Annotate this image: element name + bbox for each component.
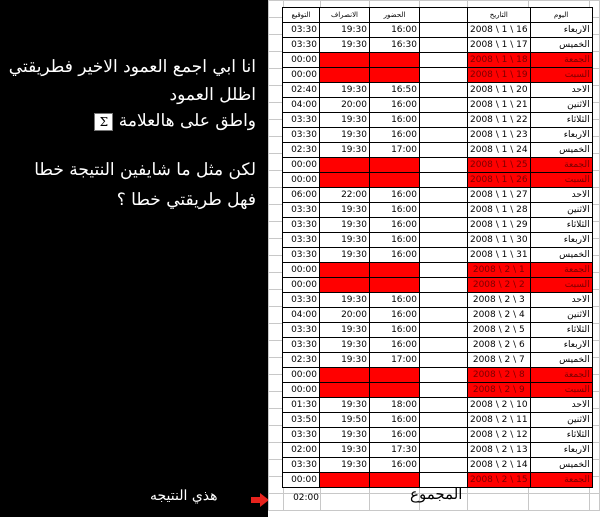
cell-attend[interactable]: 16:00 bbox=[370, 203, 420, 218]
cell-leave[interactable]: 19:30 bbox=[320, 113, 370, 128]
cell-spacer[interactable] bbox=[420, 98, 468, 113]
cell-spacer[interactable] bbox=[420, 263, 468, 278]
table-row bbox=[283, 113, 593, 128]
cell-date[interactable]: 2008 \ 1 \ 26 bbox=[468, 173, 531, 188]
cell-attend[interactable]: 16:00 bbox=[370, 188, 420, 203]
cell-attend[interactable]: 16:00 bbox=[370, 428, 420, 443]
instruction-line-3 bbox=[90, 111, 256, 131]
cell-sign[interactable]: 03:50 bbox=[283, 413, 320, 428]
cell-leave[interactable]: 19:30 bbox=[320, 398, 370, 413]
cell-sign[interactable]: 03:30 bbox=[283, 128, 320, 143]
cell-sign[interactable]: 02:30 bbox=[283, 353, 320, 368]
cell-attend[interactable] bbox=[370, 158, 420, 173]
table-row bbox=[283, 158, 593, 173]
cell-date[interactable]: 2008 \ 2 \ 1 bbox=[468, 263, 531, 278]
cell-leave[interactable]: 19:30 bbox=[320, 38, 370, 53]
cell-sign[interactable]: 04:00 bbox=[283, 98, 320, 113]
cell-attend[interactable]: 16:00 bbox=[370, 113, 420, 128]
cell-sign[interactable]: 03:30 bbox=[283, 248, 320, 263]
cell-attend[interactable] bbox=[370, 173, 420, 188]
cell-leave[interactable]: 20:00 bbox=[320, 98, 370, 113]
cell-date[interactable]: 2008 \ 1 \ 18 bbox=[468, 53, 531, 68]
cell-leave[interactable]: 19:30 bbox=[320, 443, 370, 458]
cell-attend[interactable]: 16:00 bbox=[370, 248, 420, 263]
cell-spacer[interactable] bbox=[420, 173, 468, 188]
cell-attend[interactable]: 16:50 bbox=[370, 83, 420, 98]
cell-spacer[interactable] bbox=[420, 143, 468, 158]
cell-leave[interactable]: 22:00 bbox=[320, 188, 370, 203]
cell-sign[interactable]: 06:00 bbox=[283, 188, 320, 203]
table-row bbox=[283, 143, 593, 158]
cell-attend[interactable]: 16:00 bbox=[370, 458, 420, 473]
table-row bbox=[283, 308, 593, 323]
cell-leave[interactable] bbox=[320, 158, 370, 173]
cell-sign[interactable]: 03:30 bbox=[283, 113, 320, 128]
cell-sign[interactable]: 03:30 bbox=[283, 23, 320, 38]
cell-sign[interactable]: 00:00 bbox=[283, 263, 320, 278]
instruction-line-3-text: واطق على هالعلامة bbox=[118, 111, 256, 131]
header-row bbox=[283, 8, 593, 23]
right-arrow-icon bbox=[251, 493, 269, 507]
cell-leave[interactable]: 19:30 bbox=[320, 293, 370, 308]
cell-day[interactable]: الخميس bbox=[530, 458, 592, 473]
cell-leave[interactable] bbox=[320, 278, 370, 293]
header-attend[interactable]: الحضور bbox=[370, 8, 420, 23]
cell-day[interactable]: الجمعة bbox=[530, 158, 592, 173]
cell-leave[interactable] bbox=[320, 383, 370, 398]
cell-sign[interactable]: 00:00 bbox=[283, 473, 320, 488]
cell-date[interactable]: 2008 \ 1 \ 19 bbox=[468, 68, 531, 83]
table-row bbox=[283, 53, 593, 68]
cell-attend[interactable]: 16:00 bbox=[370, 413, 420, 428]
cell-date[interactable]: 2008 \ 1 \ 31 bbox=[468, 248, 531, 263]
cell-date[interactable]: 2008 \ 1 \ 30 bbox=[468, 233, 531, 248]
cell-leave[interactable]: 20:00 bbox=[320, 308, 370, 323]
cell-date[interactable]: 2008 \ 1 \ 27 bbox=[468, 188, 531, 203]
cell-day[interactable]: الاربعاء bbox=[530, 233, 592, 248]
table-row bbox=[283, 413, 593, 428]
cell-spacer[interactable] bbox=[420, 383, 468, 398]
cell-leave[interactable] bbox=[320, 473, 370, 488]
table-row bbox=[283, 128, 593, 143]
cell-attend[interactable]: 16:00 bbox=[370, 308, 420, 323]
cell-sign[interactable]: 00:00 bbox=[283, 53, 320, 68]
cell-date[interactable]: 2008 \ 2 \ 12 bbox=[468, 428, 531, 443]
table-row bbox=[283, 218, 593, 233]
cell-sign[interactable]: 03:30 bbox=[283, 233, 320, 248]
cell-sign[interactable]: 03:30 bbox=[283, 338, 320, 353]
cell-sign[interactable]: 03:30 bbox=[283, 203, 320, 218]
table-row bbox=[283, 368, 593, 383]
cell-attend[interactable]: 18:00 bbox=[370, 398, 420, 413]
cell-spacer[interactable] bbox=[420, 158, 468, 173]
table-row bbox=[283, 173, 593, 188]
cell-date[interactable]: 2008 \ 1 \ 20 bbox=[468, 83, 531, 98]
table-row bbox=[283, 353, 593, 368]
header-sign[interactable]: التوقيع bbox=[283, 8, 320, 23]
cell-sign[interactable]: 03:30 bbox=[283, 218, 320, 233]
cell-sign[interactable]: 01:30 bbox=[283, 398, 320, 413]
cell-spacer[interactable] bbox=[420, 293, 468, 308]
cell-date[interactable]: 2008 \ 1 \ 22 bbox=[468, 113, 531, 128]
cell-day[interactable]: الاحد bbox=[530, 293, 592, 308]
cell-spacer[interactable] bbox=[420, 248, 468, 263]
cell-sign[interactable]: 00:00 bbox=[283, 383, 320, 398]
header-spacer[interactable] bbox=[420, 8, 468, 23]
cell-date[interactable]: 2008 \ 2 \ 13 bbox=[468, 443, 531, 458]
cell-date[interactable]: 2008 \ 2 \ 8 bbox=[468, 368, 531, 383]
cell-leave[interactable]: 19:30 bbox=[320, 458, 370, 473]
table-row bbox=[283, 338, 593, 353]
table-row bbox=[283, 443, 593, 458]
cell-date[interactable]: 2008 \ 1 \ 16 bbox=[468, 23, 531, 38]
cell-date[interactable]: 2008 \ 2 \ 5 bbox=[468, 323, 531, 338]
table-row bbox=[283, 398, 593, 413]
cell-leave[interactable]: 19:30 bbox=[320, 233, 370, 248]
cell-sign[interactable]: 04:00 bbox=[283, 308, 320, 323]
table-row bbox=[283, 458, 593, 473]
cell-day[interactable]: الاثنين bbox=[530, 413, 592, 428]
cell-attend[interactable] bbox=[370, 278, 420, 293]
cell-day[interactable]: السبت bbox=[530, 173, 592, 188]
cell-leave[interactable]: 19:30 bbox=[320, 143, 370, 158]
cell-spacer[interactable] bbox=[420, 38, 468, 53]
instruction-line-1: انا ابي اجمع العمود الاخير فطريقتي bbox=[8, 57, 256, 77]
cell-spacer[interactable] bbox=[420, 128, 468, 143]
table-row bbox=[283, 278, 593, 293]
cell-sign[interactable]: 03:30 bbox=[283, 323, 320, 338]
cell-attend[interactable]: 16:00 bbox=[370, 128, 420, 143]
cell-leave[interactable]: 19:30 bbox=[320, 353, 370, 368]
cell-spacer[interactable] bbox=[420, 218, 468, 233]
cell-date[interactable]: 2008 \ 1 \ 29 bbox=[468, 218, 531, 233]
cell-spacer[interactable] bbox=[420, 398, 468, 413]
cell-spacer[interactable] bbox=[420, 113, 468, 128]
table-row bbox=[283, 203, 593, 218]
table-row bbox=[283, 293, 593, 308]
cell-spacer[interactable] bbox=[420, 353, 468, 368]
cell-leave[interactable] bbox=[320, 263, 370, 278]
header-date[interactable]: التاريخ bbox=[468, 8, 531, 23]
cell-day[interactable]: الاحد bbox=[530, 188, 592, 203]
cell-day[interactable]: الاثنين bbox=[530, 203, 592, 218]
table-row bbox=[283, 233, 593, 248]
table-row bbox=[283, 428, 593, 443]
result-label: هذي النتيجه bbox=[150, 488, 218, 504]
table-row bbox=[283, 68, 593, 83]
cell-date[interactable]: 2008 \ 2 \ 4 bbox=[468, 308, 531, 323]
cell-spacer[interactable] bbox=[420, 338, 468, 353]
cell-date[interactable]: 2008 \ 2 \ 6 bbox=[468, 338, 531, 353]
cell-spacer[interactable] bbox=[420, 413, 468, 428]
cell-spacer[interactable] bbox=[420, 428, 468, 443]
cell-day[interactable]: السبت bbox=[530, 278, 592, 293]
cell-attend[interactable]: 16:00 bbox=[370, 293, 420, 308]
cell-leave[interactable] bbox=[320, 368, 370, 383]
cell-spacer[interactable] bbox=[420, 278, 468, 293]
header-leave[interactable]: الانصراف bbox=[320, 8, 370, 23]
cell-leave[interactable]: 19:30 bbox=[320, 128, 370, 143]
total-label: المجموع bbox=[410, 485, 463, 503]
cell-attend[interactable] bbox=[370, 368, 420, 383]
cell-spacer[interactable] bbox=[420, 53, 468, 68]
cell-attend[interactable]: 17:30 bbox=[370, 443, 420, 458]
cell-leave[interactable]: 19:30 bbox=[320, 338, 370, 353]
cell-spacer[interactable] bbox=[420, 83, 468, 98]
header-day[interactable]: اليوم bbox=[530, 8, 592, 23]
cell-sign[interactable]: 03:30 bbox=[283, 428, 320, 443]
cell-spacer[interactable] bbox=[420, 308, 468, 323]
cell-leave[interactable]: 19:30 bbox=[320, 428, 370, 443]
cell-date[interactable]: 2008 \ 2 \ 3 bbox=[468, 293, 531, 308]
cell-sign[interactable]: 00:00 bbox=[283, 158, 320, 173]
cell-day[interactable]: الثلاثاء bbox=[530, 113, 592, 128]
cell-day[interactable]: الخميس bbox=[530, 248, 592, 263]
cell-day[interactable]: الجمعة bbox=[530, 263, 592, 278]
cell-attend[interactable] bbox=[370, 263, 420, 278]
cell-attend[interactable] bbox=[370, 68, 420, 83]
table-row bbox=[283, 383, 593, 398]
cell-date[interactable]: 2008 \ 1 \ 28 bbox=[468, 203, 531, 218]
table-row bbox=[283, 98, 593, 113]
instruction-line-5: فهل طريقتي خطا ؟ bbox=[116, 190, 256, 210]
table-row bbox=[283, 23, 593, 38]
cell-sign[interactable]: 03:30 bbox=[283, 458, 320, 473]
cell-leave[interactable]: 19:30 bbox=[320, 203, 370, 218]
cell-day[interactable]: الاربعاء bbox=[530, 128, 592, 143]
cell-attend[interactable]: 16:00 bbox=[370, 23, 420, 38]
cell-day[interactable]: الاثنين bbox=[530, 308, 592, 323]
cell-date[interactable]: 2008 \ 1 \ 23 bbox=[468, 128, 531, 143]
cell-day[interactable]: الثلاثاء bbox=[530, 428, 592, 443]
cell-spacer[interactable] bbox=[420, 68, 468, 83]
cell-leave[interactable]: 19:30 bbox=[320, 248, 370, 263]
cell-day[interactable]: الخميس bbox=[530, 353, 592, 368]
cell-date[interactable]: 2008 \ 2 \ 15 bbox=[468, 473, 531, 488]
cell-spacer[interactable] bbox=[420, 23, 468, 38]
cell-leave[interactable] bbox=[320, 68, 370, 83]
table-row bbox=[283, 38, 593, 53]
cell-date[interactable]: 2008 \ 2 \ 2 bbox=[468, 278, 531, 293]
cell-spacer[interactable] bbox=[420, 368, 468, 383]
instruction-line-2: اظلل العمود bbox=[169, 85, 256, 105]
cell-day[interactable]: الجمعة bbox=[530, 53, 592, 68]
attendance-table bbox=[282, 7, 593, 488]
cell-attend[interactable] bbox=[370, 53, 420, 68]
cell-attend[interactable] bbox=[370, 383, 420, 398]
cell-sign[interactable]: 00:00 bbox=[283, 68, 320, 83]
cell-sign[interactable]: 02:40 bbox=[283, 83, 320, 98]
total-sum-cell[interactable]: 02:00 bbox=[293, 493, 319, 503]
cell-date[interactable]: 2008 \ 2 \ 14 bbox=[468, 458, 531, 473]
cell-day[interactable]: الثلاثاء bbox=[530, 323, 592, 338]
cell-date[interactable]: 2008 \ 2 \ 9 bbox=[468, 383, 531, 398]
cell-date[interactable]: 2008 \ 1 \ 17 bbox=[468, 38, 531, 53]
cell-date[interactable]: 2008 \ 2 \ 7 bbox=[468, 353, 531, 368]
table-row bbox=[283, 83, 593, 98]
cell-leave[interactable]: 19:30 bbox=[320, 218, 370, 233]
cell-attend[interactable]: 16:30 bbox=[370, 38, 420, 53]
cell-day[interactable]: الخميس bbox=[530, 38, 592, 53]
cell-day[interactable]: الثلاثاء bbox=[530, 218, 592, 233]
cell-attend[interactable]: 16:00 bbox=[370, 323, 420, 338]
cell-sign[interactable]: 00:00 bbox=[283, 173, 320, 188]
cell-attend[interactable]: 17:00 bbox=[370, 353, 420, 368]
table-row bbox=[283, 188, 593, 203]
cell-day[interactable]: الجمعة bbox=[530, 473, 592, 488]
cell-date[interactable]: 2008 \ 2 \ 10 bbox=[468, 398, 531, 413]
cell-attend[interactable]: 17:00 bbox=[370, 143, 420, 158]
cell-spacer[interactable] bbox=[420, 323, 468, 338]
cell-day[interactable]: الخميس bbox=[530, 143, 592, 158]
cell-spacer[interactable] bbox=[420, 458, 468, 473]
cell-day[interactable]: الاربعاء bbox=[530, 23, 592, 38]
cell-leave[interactable]: 19:30 bbox=[320, 83, 370, 98]
cell-attend[interactable]: 16:00 bbox=[370, 218, 420, 233]
table-row bbox=[283, 248, 593, 263]
cell-leave[interactable] bbox=[320, 53, 370, 68]
cell-date[interactable]: 2008 \ 1 \ 21 bbox=[468, 98, 531, 113]
cell-day[interactable]: السبت bbox=[530, 68, 592, 83]
cell-sign[interactable]: 03:30 bbox=[283, 293, 320, 308]
spreadsheet-area bbox=[268, 0, 600, 517]
cell-spacer[interactable] bbox=[420, 203, 468, 218]
cell-spacer[interactable] bbox=[420, 443, 468, 458]
cell-day[interactable]: السبت bbox=[530, 383, 592, 398]
table-row bbox=[283, 323, 593, 338]
cell-attend[interactable]: 16:00 bbox=[370, 338, 420, 353]
cell-day[interactable]: الاربعاء bbox=[530, 443, 592, 458]
cell-sign[interactable]: 00:00 bbox=[283, 368, 320, 383]
cell-day[interactable]: الاثنين bbox=[530, 98, 592, 113]
cell-spacer[interactable] bbox=[420, 233, 468, 248]
cell-leave[interactable]: 19:50 bbox=[320, 413, 370, 428]
cell-day[interactable]: الاحد bbox=[530, 83, 592, 98]
cell-day[interactable]: الاربعاء bbox=[530, 338, 592, 353]
autosum-sigma-icon: Σ bbox=[94, 113, 113, 131]
cell-leave[interactable] bbox=[320, 173, 370, 188]
cell-day[interactable]: الجمعة bbox=[530, 368, 592, 383]
cell-spacer[interactable] bbox=[420, 188, 468, 203]
cell-sign[interactable]: 00:00 bbox=[283, 278, 320, 293]
table-row bbox=[283, 263, 593, 278]
cell-sign[interactable]: 02:00 bbox=[283, 443, 320, 458]
instruction-line-4: لكن مثل ما شايفين النتيجة خطا bbox=[34, 160, 256, 180]
cell-leave[interactable]: 19:30 bbox=[320, 23, 370, 38]
cell-leave[interactable]: 19:30 bbox=[320, 323, 370, 338]
cell-date[interactable]: 2008 \ 1 \ 24 bbox=[468, 143, 531, 158]
cell-day[interactable]: الاحد bbox=[530, 398, 592, 413]
cell-date[interactable]: 2008 \ 2 \ 11 bbox=[468, 413, 531, 428]
cell-date[interactable]: 2008 \ 1 \ 25 bbox=[468, 158, 531, 173]
cell-attend[interactable]: 16:00 bbox=[370, 233, 420, 248]
question-panel bbox=[0, 0, 268, 517]
cell-attend[interactable]: 16:00 bbox=[370, 98, 420, 113]
cell-sign[interactable]: 03:30 bbox=[283, 38, 320, 53]
cell-sign[interactable]: 02:30 bbox=[283, 143, 320, 158]
